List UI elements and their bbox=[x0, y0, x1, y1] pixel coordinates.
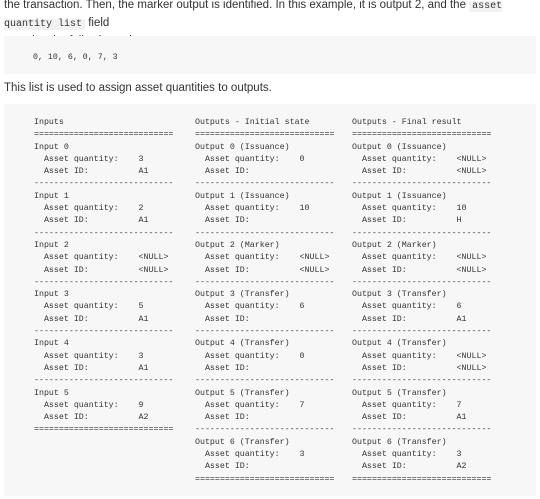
outputs-final-column: Outputs - Final result ============================ Output 0 (Issuance) Asset quantity: <NULL> Asset ID: <NULL> ---------------------------- Output 1 (Issuance) Asset quantity: 10 Asset ID: H ---------------------------- Output 2 (Marker) Asset quantity: <NULL> Asset ID: <NULL> ---------------------------- Output 3 (Transfer) Asset quantity: 6 Asset ID: A1 ---------------------------- Output 4 (Transfer) Asset quantity: <NULL> Asset ID: <NULL> ---------------------------- Output 5 (Transfer) Asset quantity: 7 Asset ID: A1 ---------------------------- Output 6 (Transfer) Asset quantity: 3 Asset ID: A2 ============================ bbox=[352, 118, 492, 484]
inputs-column: Inputs ============================ Input 0 Asset quantity: 3 Asset ID: A1 ---------------------------- Input 1 Asset quantity: 2 Asset ID: A1 ---------------------------- Input 2 Asset quantity: <NULL> Asset ID: <NULL> ---------------------------- Input 3 Asset quantity: 5 Asset ID: A1 ---------------------------- Input 4 Asset quantity: 3 Asset ID: A1 ---------------------------- Input 5 Asset quantity: 9 Asset ID: A2 ============================ bbox=[34, 118, 174, 435]
field-name-code: asset quantity list bbox=[4, 1, 503, 30]
values-code-block bbox=[4, 36, 536, 74]
intro-line1-suffix: field bbox=[85, 17, 110, 29]
outputs-initial-column: Outputs - Initial state ============================ Output 0 (Issuance) Asset quantity: 0 Asset ID: ---------------------------- Output 1 (Issuance) Asset quantity: 10 Asset ID: ---------------------------- Output 2 (Marker) Asset quantity: <NULL> Asset ID: <NULL> ---------------------------- Output 3 (Transfer) Asset quantity: 6 Asset ID: ---------------------------- Output 4 (Transfer) Asset quantity: 0 Asset ID: ---------------------------- Output 5 (Transfer) Asset quantity: 7 Asset ID: ---------------------------- Output 6 (Transfer) Asset quantity: 3 Asset ID: ============================ bbox=[195, 118, 335, 484]
intro-line1-prefix: the transaction. Then, the marker output is identified. In this example, it is output 2, and the bbox=[4, 0, 470, 11]
values-line: 0, 10, 6, 0, 7, 3 bbox=[33, 53, 118, 62]
asset-table-code-block bbox=[4, 104, 536, 496]
assign-paragraph: This list is used to assign asset quantities to outputs. bbox=[4, 82, 272, 94]
